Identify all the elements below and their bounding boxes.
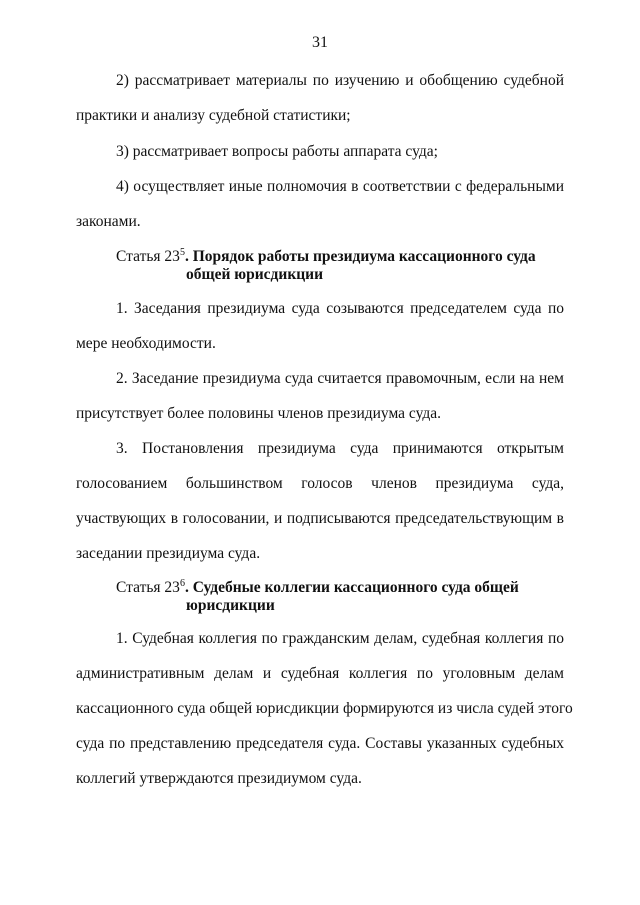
item-4-line-1: 4) осуществляет иные полномочия в соответствии с федеральными [116,178,564,195]
article-23-6-p1-line-4: суда по представлению председателя суда. Составы указанных судебных [76,735,564,752]
article-23-6-heading [116,579,519,597]
article-prefix: Статья 23 [116,248,180,265]
item-2-line-2: практики и анализу судебной статистики; [76,107,351,124]
item-2-line-1: 2) рассматривает материалы по изучению и обобщению судебной [116,72,564,89]
item-4-line-2: законами. [76,213,141,230]
article-23-5-p1-line-1: 1. Заседания президиума суда созываются председателем суда по [116,300,564,317]
article-prefix: Статья 23 [116,579,180,596]
article-23-5-p3-line-2: голосованием большинством голосов членов президиума суда, [76,475,564,492]
page-number: 31 [312,34,328,51]
article-23-5-p2-line-2: присутствует более половины членов президиума суда. [76,405,442,422]
article-23-6-p1-line-1: 1. Судебная коллегия по гражданским делам, судебная коллегия по [116,630,564,647]
article-23-6-p1-line-2: административным делам и судебная коллегия по уголовным делам [76,665,564,682]
article-23-6-title-line-2: юрисдикции [186,597,275,614]
article-23-5-p3-line-3: участвующих в голосовании, и подписываются председательствующим в [76,510,564,527]
article-23-5-p1-line-2: мере необходимости. [76,335,216,352]
article-23-5-p2-line-1: 2. Заседание президиума суда считается правомочным, если на нем [116,370,564,387]
article-23-6-p1-line-3: кассационного суда общей юрисдикции формируются из числа судей этого [76,700,573,717]
item-3: 3) рассматривает вопросы работы аппарата суда; [116,143,438,160]
article-superscript: 6 [179,578,185,589]
article-23-5-heading [116,248,536,266]
article-superscript: 5 [179,247,185,258]
article-23-6-p1-line-5: коллегий утверждаются президиумом суда. [76,770,362,787]
article-23-5-title-line-2: общей юрисдикции [186,266,324,283]
article-23-5-p3-line-1: 3. Постановления президиума суда принимаются открытым [116,440,564,457]
article-23-5-p3-line-4: заседании президиума суда. [76,545,261,562]
article-title-line-1: . Судебные коллегии кассационного суда общей [184,579,519,596]
article-title-line-1: . Порядок работы президиума кассационного суда [184,248,536,265]
